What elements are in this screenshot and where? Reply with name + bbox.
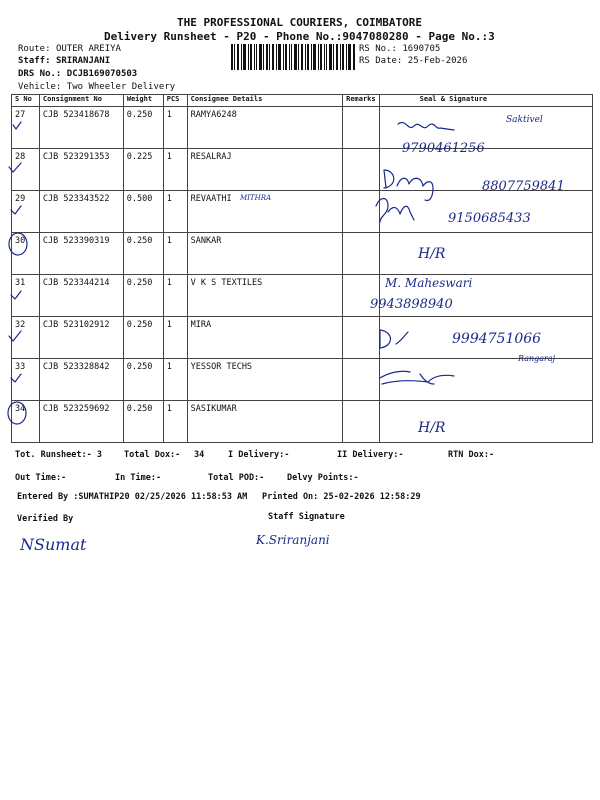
consignee-cell: V K S TEXTILES <box>187 275 342 317</box>
pcs-cell: 1 <box>163 359 187 401</box>
col-sno: S No <box>12 95 40 107</box>
col-consignee: Consignee Details <box>187 95 342 107</box>
consignment-cell: CJB 523291353 <box>39 149 123 191</box>
col-remarks: Remarks <box>343 95 380 107</box>
consignment-cell: CJB 523390319 <box>39 233 123 275</box>
delvy-points: Delvy Points:- <box>287 473 359 483</box>
hand-r34-mark: H/R <box>418 420 446 436</box>
weight-cell: 0.250 <box>123 317 163 359</box>
check-mark-icon <box>9 331 21 341</box>
circle-mark-icon <box>8 402 26 424</box>
ii-delivery: II Delivery:- <box>337 450 404 460</box>
route-value: OUTER AREIYA <box>55 44 121 54</box>
pcs-cell: 1 <box>163 401 187 443</box>
pcs-cell: 1 <box>163 233 187 275</box>
staff-value: SRIRANJANI <box>55 56 111 66</box>
sno-cell: 27 <box>12 107 40 149</box>
check-mark-icon <box>11 291 21 299</box>
rs-no-value: 1690705 <box>402 44 441 54</box>
signature-scribble <box>398 122 454 130</box>
hand-r31-phone: 9943898940 <box>370 297 453 312</box>
sno-cell: 28 <box>12 149 40 191</box>
weight-cell: 0.250 <box>123 233 163 275</box>
col-pcs: PCS <box>163 95 187 107</box>
check-mark-icon <box>11 374 21 382</box>
signature-scribble <box>380 330 408 348</box>
col-seal-signature: Seal & Signature <box>379 95 592 107</box>
rs-no-label: RS No.: <box>359 44 397 54</box>
signature-scribble <box>376 199 414 223</box>
i-delivery: I Delivery:- <box>228 450 290 460</box>
rtn-dox: RTN Dox:- <box>448 450 495 460</box>
consignment-cell: CJB 523102912 <box>39 317 123 359</box>
in-time: In Time:- <box>115 473 162 483</box>
hand-r31-name: M. Maheswari <box>385 276 473 290</box>
out-time: Out Time:- <box>15 473 67 483</box>
pcs-cell: 1 <box>163 149 187 191</box>
rs-date-label: RS Date: <box>359 56 403 66</box>
consignment-cell: CJB 523259692 <box>39 401 123 443</box>
consignment-cell: CJB 523328842 <box>39 359 123 401</box>
consignee-cell: RESALRAJ <box>187 149 342 191</box>
verified-by-label: Verified By <box>17 514 74 524</box>
rs-date-value: 25-Feb-2026 <box>407 56 468 66</box>
sno-cell: 34 <box>12 401 40 443</box>
hand-r27-phone: 9790461256 <box>402 141 485 156</box>
signature-scribble <box>380 371 454 384</box>
pcs-cell: 1 <box>163 275 187 317</box>
hand-r32-name: Rangaraj <box>518 354 556 363</box>
route-label: Route: <box>18 44 51 54</box>
consignee-cell: SASIKUMAR <box>187 401 342 443</box>
hand-r32-phone: 9994751066 <box>452 331 542 347</box>
drs-label: DRS No.: <box>18 69 62 79</box>
weight-cell: 0.250 <box>123 359 163 401</box>
hand-r30-mark: H/R <box>418 246 446 262</box>
drs-value: DCJB169070503 <box>66 69 138 79</box>
hand-r29-phone: 9150685433 <box>448 211 531 226</box>
sno-cell: 33 <box>12 359 40 401</box>
sno-cell: 29 <box>12 191 40 233</box>
weight-cell: 0.250 <box>123 275 163 317</box>
sno-cell: 30 <box>12 233 40 275</box>
total-pod: Total POD:- <box>208 473 265 483</box>
pcs-cell: 1 <box>163 191 187 233</box>
pcs-cell: 1 <box>163 317 187 359</box>
total-dox-value: 34 <box>194 450 205 460</box>
tot-runsheet: Tot. Runsheet:- 3 <box>15 450 102 460</box>
total-dox-label: Total Dox:- <box>124 450 181 460</box>
hand-r29-extra: MITHRA <box>240 194 272 202</box>
runsheet-subtitle: Delivery Runsheet - P20 - Phone No.:9047080280 - Page No.:3 <box>104 30 495 43</box>
sno-cell: 32 <box>12 317 40 359</box>
weight-cell: 0.250 <box>123 401 163 443</box>
consignment-cell: CJB 523418678 <box>39 107 123 149</box>
col-consignment: Consignment No <box>39 95 123 107</box>
circle-mark-icon <box>9 233 27 255</box>
entered-by: Entered By :SUMATHIP20 02/25/2026 11:58:53 AM <box>17 492 248 502</box>
col-weight: Weight <box>123 95 163 107</box>
weight-cell: 0.225 <box>123 149 163 191</box>
consignee-cell: REVAATHI <box>187 191 342 233</box>
printed-on: Printed On: 25-02-2026 12:58:29 <box>262 492 421 502</box>
check-mark-icon <box>9 163 21 172</box>
consignee-cell: MIRA <box>187 317 342 359</box>
weight-cell: 0.250 <box>123 107 163 149</box>
signature-scribble <box>384 170 433 201</box>
check-mark-icon <box>13 122 21 129</box>
staff-label: Staff: <box>18 56 51 66</box>
staff-signature-hand: K.Sriranjani <box>256 533 330 547</box>
hand-r27-name: Saktivel <box>506 115 543 125</box>
weight-cell: 0.500 <box>123 191 163 233</box>
consignee-cell: RAMYA6248 <box>187 107 342 149</box>
sno-cell: 31 <box>12 275 40 317</box>
check-mark-icon <box>11 206 21 214</box>
consignee-cell: SANKAR <box>187 233 342 275</box>
verified-signature: NSumat <box>20 535 87 554</box>
staff-signature-label: Staff Signature <box>268 512 345 522</box>
consignment-cell: CJB 523344214 <box>39 275 123 317</box>
consignee-cell: YESSOR TECHS <box>187 359 342 401</box>
company-title: THE PROFESSIONAL COURIERS, COIMBATORE <box>177 16 423 29</box>
hand-r28-phone: 8807759841 <box>482 179 565 194</box>
vehicle-value: Two Wheeler Delivery <box>66 82 176 92</box>
consignment-cell: CJB 523343522 <box>39 191 123 233</box>
pcs-cell: 1 <box>163 107 187 149</box>
vehicle-label: Vehicle: <box>18 82 62 92</box>
